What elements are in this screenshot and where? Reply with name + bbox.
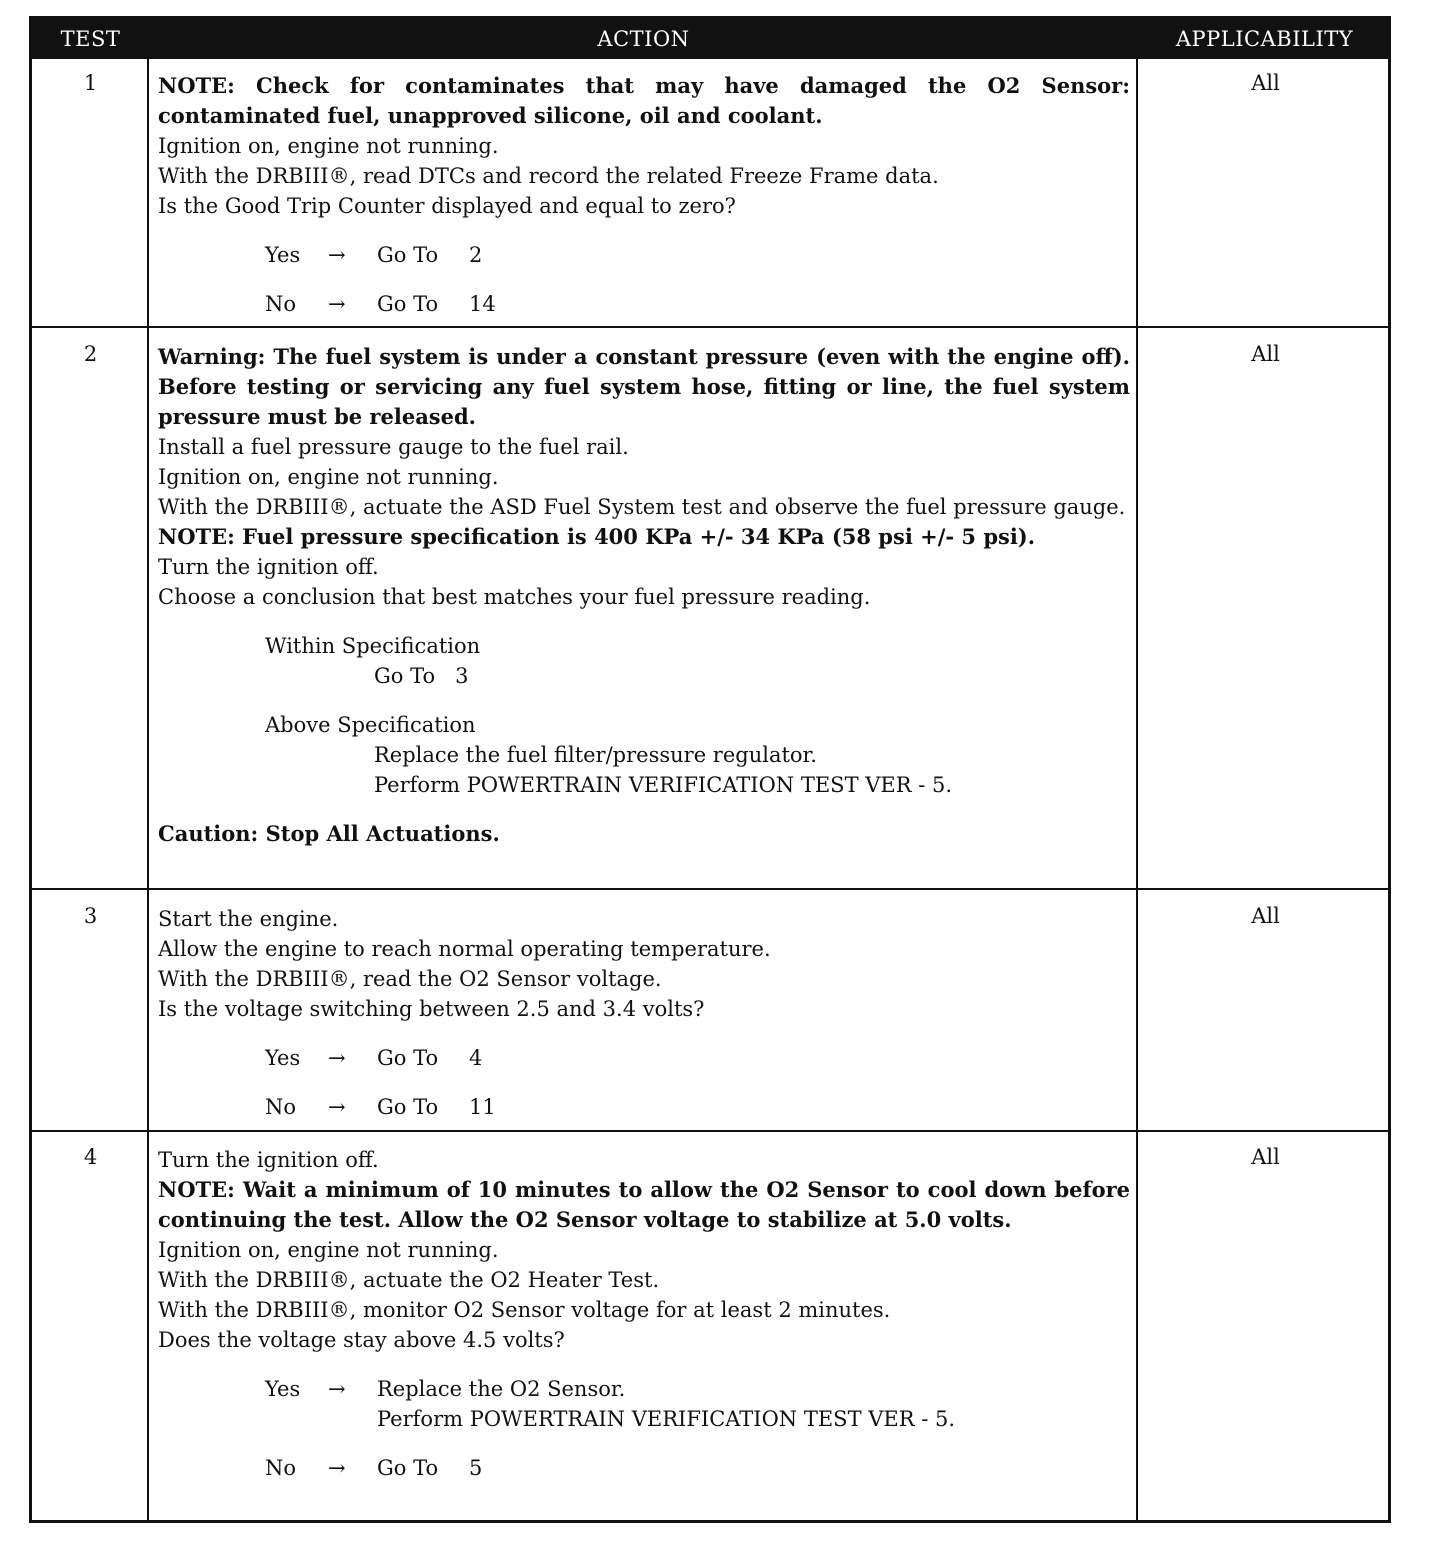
test-number: 2: [83, 342, 98, 366]
conclusion-within-spec: [265, 631, 1130, 691]
action-cell: [158, 1145, 1130, 1483]
option-yes: [158, 1043, 1130, 1073]
test-number: 4: [83, 1145, 98, 1169]
applicability-value: All: [1251, 904, 1280, 928]
warning-text: Warning: The fuel system is under a constant pressure (even with the engine off). Before testing or servicing any fuel system hose, fitting or line, the fuel system pressure must be released.: [158, 344, 1130, 429]
note-text: NOTE: Fuel pressure specification is 400 KPa +/- 34 KPa (58 psi +/- 5 psi).: [158, 524, 1036, 549]
action-line: Allow the engine to reach normal operating temperature.: [158, 937, 771, 961]
header-test: TEST: [60, 27, 121, 51]
applicability-value: All: [1251, 71, 1280, 95]
go-to-label: Go To: [377, 243, 439, 267]
conclusion-goto: [374, 661, 1130, 691]
action-line: With the DRBIII®, read DTCs and record the related Freeze Frame data.: [158, 164, 939, 188]
go-to-target: 4: [469, 1046, 483, 1070]
option-key: Yes: [265, 1377, 301, 1401]
right-arrow-icon: →: [328, 292, 346, 316]
action-line: With the DRBIII®, actuate the ASD Fuel System test and observe the fuel pressure gauge.: [158, 495, 1126, 519]
conclusion-label: Within Specification: [265, 634, 481, 658]
action-line: With the DRBIII®, read the O2 Sensor voltage.: [158, 967, 662, 991]
action-line: Is the Good Trip Counter displayed and equal to zero?: [158, 194, 736, 218]
conclusion-above-spec: [265, 710, 1130, 800]
go-to-target: 14: [469, 292, 496, 316]
go-to-target: 11: [469, 1095, 496, 1119]
go-to-label: Go To: [377, 292, 439, 316]
action-line: Ignition on, engine not running.: [158, 1238, 499, 1262]
action-line: Choose a conclusion that best matches your fuel pressure reading.: [158, 585, 871, 609]
note-text: NOTE: Check for contaminates that may have damaged the O2 Sensor: contaminated fuel, unapproved silicone, oil and coolant.: [158, 73, 1130, 128]
action-cell: [158, 71, 1130, 319]
row-divider: [32, 888, 1388, 890]
go-to-target: 2: [469, 243, 483, 267]
option-key: No: [265, 1456, 297, 1480]
conclusion-action: Perform POWERTRAIN VERIFICATION TEST VER - 5.: [374, 773, 953, 797]
go-to-label: Go To: [374, 664, 436, 688]
action-line: Does the voltage stay above 4.5 volts?: [158, 1328, 565, 1352]
applicability-value: All: [1251, 342, 1280, 366]
caution-text: Caution: Stop All Actuations.: [158, 821, 500, 846]
column-divider: [1136, 59, 1138, 1520]
row-divider: [32, 326, 1388, 328]
action-line: Turn the ignition off.: [158, 1148, 379, 1172]
option-key: Yes: [265, 243, 301, 267]
option-action: Replace the O2 Sensor.: [377, 1377, 626, 1401]
right-arrow-icon: →: [328, 1046, 346, 1070]
go-to-label: Go To: [377, 1456, 439, 1480]
header-applicability: APPLICABILITY: [1175, 27, 1354, 51]
option-key: No: [265, 292, 297, 316]
option-action: Perform POWERTRAIN VERIFICATION TEST VER - 5.: [377, 1407, 956, 1431]
conclusion-label: Above Specification: [265, 713, 476, 737]
action-cell: [158, 342, 1130, 849]
action-line: Turn the ignition off.: [158, 555, 379, 579]
applicability-value: All: [1251, 1145, 1280, 1169]
action-line: With the DRBIII®, monitor O2 Sensor voltage for at least 2 minutes.: [158, 1298, 891, 1322]
action-line: Ignition on, engine not running.: [158, 465, 499, 489]
right-arrow-icon: →: [328, 1377, 346, 1401]
table-header: [32, 19, 1388, 59]
action-cell: [158, 904, 1130, 1122]
row-divider: [32, 1130, 1388, 1132]
right-arrow-icon: →: [328, 1456, 346, 1480]
go-to-label: Go To: [377, 1046, 439, 1070]
conclusion-action: Replace the fuel filter/pressure regulator.: [374, 743, 817, 767]
action-line: Is the voltage switching between 2.5 and 3.4 volts?: [158, 997, 705, 1021]
option-no: [158, 289, 1130, 319]
right-arrow-icon: →: [328, 243, 346, 267]
option-key: Yes: [265, 1046, 301, 1070]
action-line: Ignition on, engine not running.: [158, 134, 499, 158]
note-text: NOTE: Wait a minimum of 10 minutes to allow the O2 Sensor to cool down before continuing the test. Allow the O2 Sensor voltage to stabilize at 5.0 volts.: [158, 1177, 1130, 1232]
option-no: [158, 1453, 1130, 1483]
header-action: ACTION: [597, 27, 690, 51]
test-number: 1: [83, 71, 98, 95]
diagnostic-test-table: [29, 16, 1391, 1523]
action-line: With the DRBIII®, actuate the O2 Heater Test.: [158, 1268, 660, 1292]
option-no: [158, 1092, 1130, 1122]
test-number: 3: [83, 904, 98, 928]
action-line: Install a fuel pressure gauge to the fuel rail.: [158, 435, 629, 459]
right-arrow-icon: →: [328, 1095, 346, 1119]
option-yes: [158, 1374, 1130, 1434]
go-to-target: 3: [455, 664, 469, 688]
action-line: Start the engine.: [158, 907, 339, 931]
option-key: No: [265, 1095, 297, 1119]
go-to-target: 5: [469, 1456, 483, 1480]
option-yes: [158, 240, 1130, 270]
go-to-label: Go To: [377, 1095, 439, 1119]
column-divider: [147, 59, 149, 1520]
